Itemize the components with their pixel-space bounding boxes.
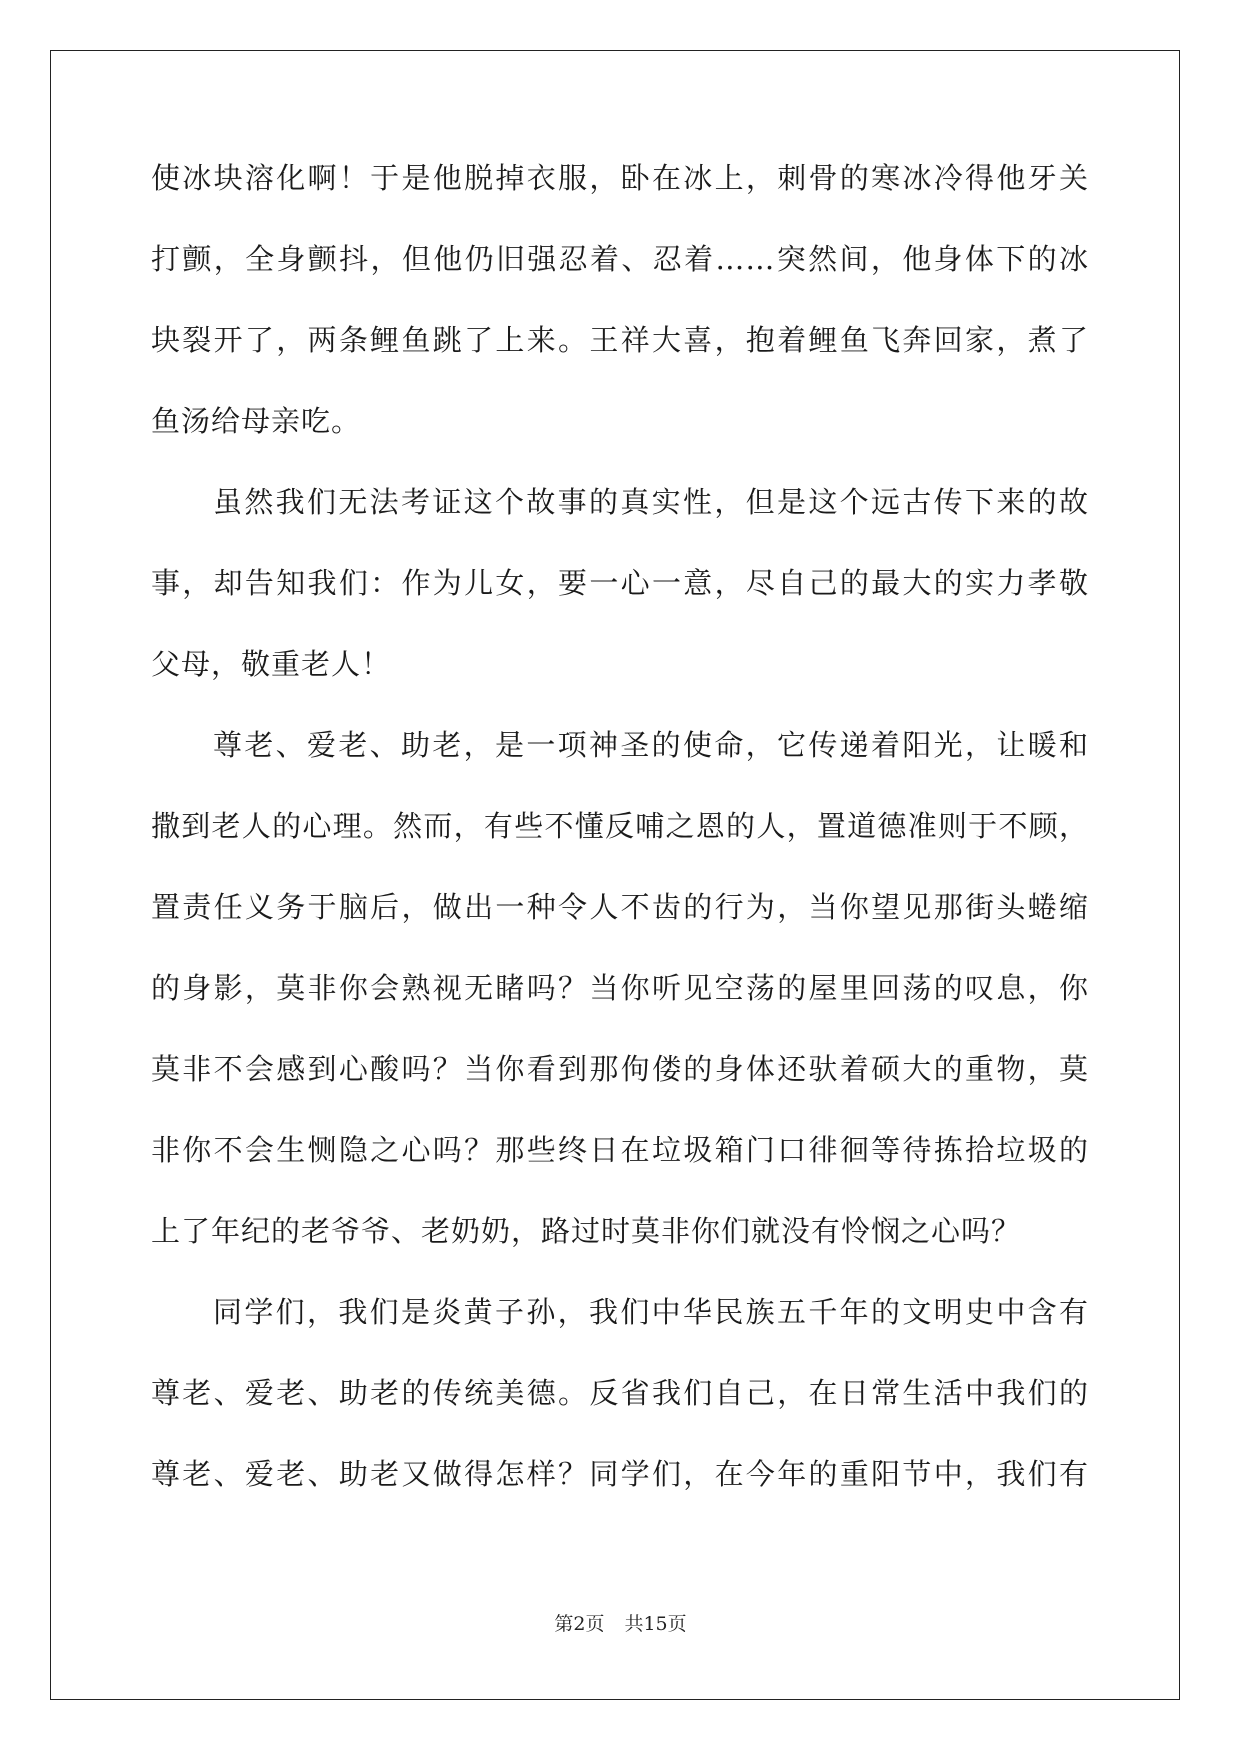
text-line: 块裂开了，两条鲤鱼跳了上来。王祥大喜，抱着鲤鱼飞奔回家，煮了 xyxy=(151,323,1089,357)
text-line: 置责任义务于脑后，做出一种令人不齿的行为，当你望见那街头蜷缩 xyxy=(151,890,1089,924)
page-footer xyxy=(0,1612,1241,1636)
text-line: 上了年纪的老爷爷、老奶奶，路过时莫非你们就没有怜悯之心吗？ xyxy=(151,1214,1022,1248)
document-body xyxy=(151,158,1089,1535)
text-line: 虽然我们无法考证这个故事的真实性，但是这个远古传下来的故 xyxy=(213,485,1089,519)
page-number: 第2页 xyxy=(554,1613,605,1635)
text-line: 的身影，莫非你会熟视无睹吗？当你听见空荡的屋里回荡的叹息，你 xyxy=(151,971,1089,1005)
text-line: 事，却告知我们：作为儿女，要一心一意，尽自己的最大的实力孝敬 xyxy=(151,566,1089,600)
page-total: 共15页 xyxy=(624,1613,687,1635)
text-line: 同学们，我们是炎黄子孙，我们中华民族五千年的文明史中含有 xyxy=(213,1295,1089,1329)
text-line: 使冰块溶化啊！于是他脱掉衣服，卧在冰上，刺骨的寒冰冷得他牙关 xyxy=(151,161,1089,195)
text-line: 莫非不会感到心酸吗？当你看到那佝偻的身体还驮着硕大的重物，莫 xyxy=(151,1052,1089,1086)
text-line: 鱼汤给母亲吃。 xyxy=(151,404,362,438)
text-line: 尊老、爱老、助老的传统美德。反省我们自己，在日常生活中我们的 xyxy=(151,1376,1089,1410)
text-line: 尊老、爱老、助老，是一项神圣的使命，它传递着阳光，让暖和 xyxy=(213,728,1089,762)
text-line: 撒到老人的心理。然而，有些不懂反哺之恩的人，置道德准则于不顾， xyxy=(151,809,1089,843)
text-line: 父母，敬重老人！ xyxy=(151,647,392,681)
text-line: 尊老、爱老、助老又做得怎样？同学们，在今年的重阳节中，我们有 xyxy=(151,1457,1089,1491)
text-line: 非你不会生恻隐之心吗？那些终日在垃圾箱门口徘徊等待拣拾垃圾的 xyxy=(151,1133,1089,1167)
text-line: 打颤，全身颤抖，但他仍旧强忍着、忍着……突然间，他身体下的冰 xyxy=(151,242,1089,276)
